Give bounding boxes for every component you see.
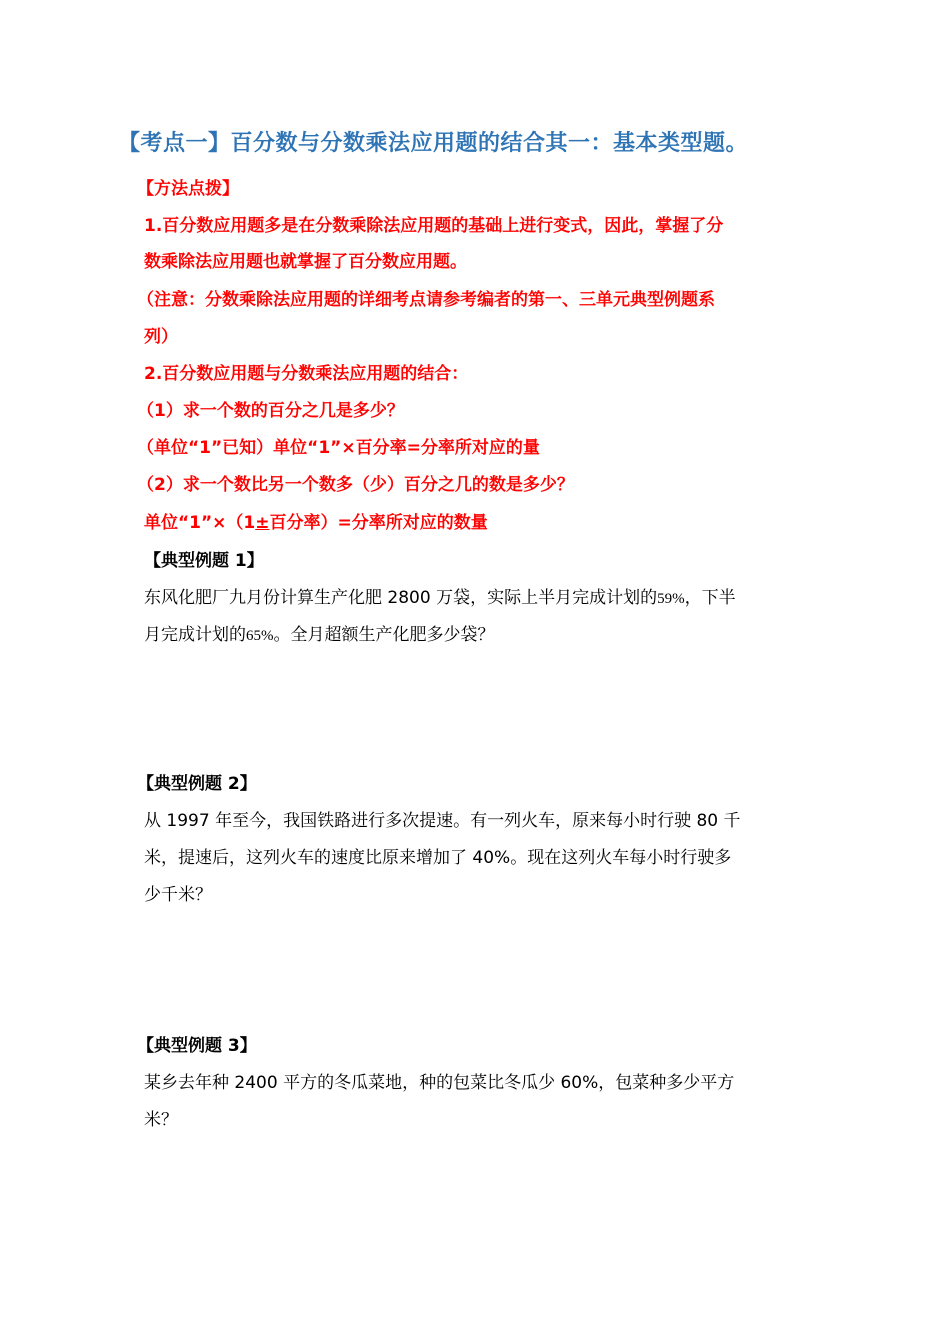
- example-2-line-1: 从 1997 年至今，我国铁路进行多次提速。有一列火车，原来每小时行驶 80 千: [144, 811, 741, 831]
- method-point-2: 2.百分数应用题与分数乘法应用题的结合：: [144, 364, 469, 384]
- plus-minus-symbol: ±: [255, 513, 270, 533]
- method-line-2: 数乘除法应用题也就掌握了百分数应用题。: [144, 252, 467, 272]
- example-1-text-a: 东风化肥厂九月份计算生产化肥 2800 万袋，实际上半月完成计划的: [144, 588, 658, 608]
- example-1-line-2: [144, 620, 495, 645]
- method-note-2: 列）: [144, 327, 178, 347]
- example-2-line-2: 米，提速后，这列火车的速度比原来增加了 40%。现在这列火车每小时行驶多: [144, 848, 732, 868]
- formula-2-part-b: 百分率）=分率所对应的数量: [269, 513, 488, 533]
- example-1-percent-a: 59%: [657, 591, 685, 607]
- example-3-line-2: 米？: [144, 1110, 178, 1130]
- method-question-2: （2）求一个数比另一个数多（少）百分之几的数是多少？: [137, 475, 574, 495]
- method-line-1: 1.百分数应用题多是在分数乘除法应用题的基础上进行变式，因此，掌握了分: [144, 216, 724, 236]
- example-3-heading: 【典型例题 3】: [137, 1036, 257, 1056]
- example-2-heading: 【典型例题 2】: [137, 774, 257, 794]
- example-1-text-d: 。全月超额生产化肥多少袋？: [273, 625, 495, 645]
- formula-2-part-a: 单位“1”×（1: [144, 513, 256, 533]
- method-question-1: （1）求一个数的百分之几是多少？: [137, 401, 404, 421]
- method-heading: 【方法点拨】: [137, 179, 239, 199]
- example-2-line-3: 少千米？: [144, 885, 212, 905]
- example-1-text-c: 月完成计划的: [144, 625, 246, 645]
- example-3-line-1: 某乡去年种 2400 平方的冬瓜菜地，种的包菜比冬瓜少 60%，包菜种多少平方: [144, 1073, 735, 1093]
- method-formula-1: （单位“1”已知）单位“1”×百分率=分率所对应的量: [137, 438, 540, 458]
- method-note-1: （注意：分数乘除法应用题的详细考点请参考编者的第一、三单元典型例题系: [137, 290, 715, 310]
- method-formula-2: [144, 508, 488, 533]
- example-1-text-b: ，下半: [684, 588, 736, 608]
- example-1-heading: 【典型例题 1】: [144, 551, 264, 571]
- page-title: 【考点一】百分数与分数乘法应用题的结合其一：基本类型题。: [118, 131, 749, 156]
- example-1-percent-b: 65%: [246, 628, 274, 644]
- example-1-line-1: [144, 583, 736, 608]
